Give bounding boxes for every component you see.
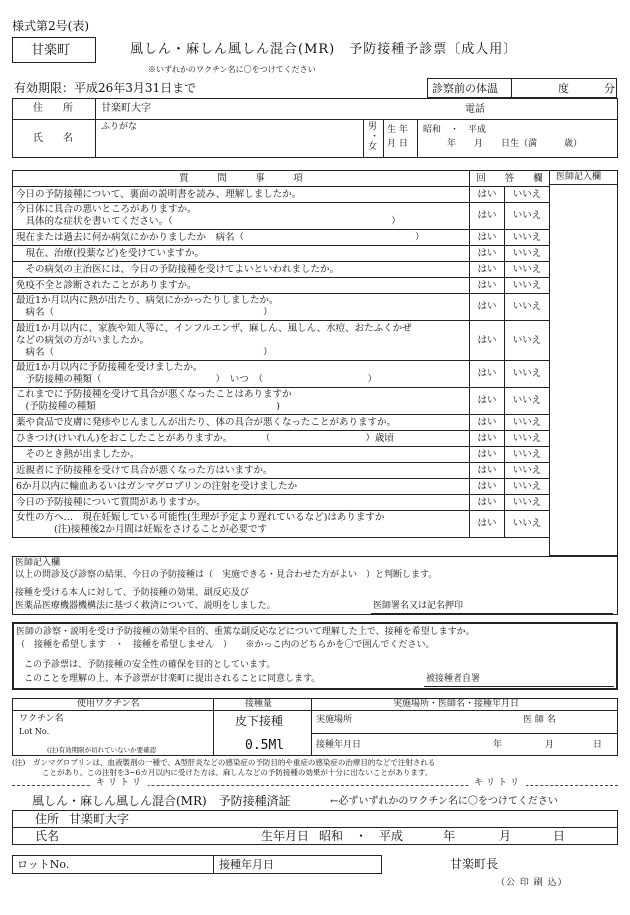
question-text [13,187,470,203]
question-row [13,246,550,262]
answer-yes[interactable]: はい [470,479,505,495]
year-label: 年 [493,740,503,750]
date-label: 接種年月日 [316,740,362,750]
answer-yes[interactable]: はい [470,187,505,203]
cut-label-right: キリトリ [470,779,526,788]
question-text [13,230,470,246]
divider [417,119,418,157]
vaccine-name-header: 使用ワクチン名 [77,699,140,709]
question-line: 予防接種の種類（ ） いつ （ ） [16,374,378,385]
temperature-box [427,78,617,98]
question-line: ひきつけ(けいれん)をおこしたことがありますか。 （ ）歳頃 [16,432,394,444]
answer-yes[interactable]: はい [470,262,505,278]
answer-no[interactable]: いいえ [505,187,550,203]
certificate-address: 甘楽町大字 [69,812,130,826]
answer-no[interactable]: いいえ [505,447,550,463]
question-line: そのとき熱が出ましたか。 [16,448,140,460]
certificate-era: 昭和 ・ 平成 [319,829,404,843]
degree-unit: 度 [558,82,569,95]
question-line: 今日体に具合の悪いところがありますか。 [16,204,197,215]
answer-yes[interactable]: はい [470,415,505,431]
answer-no[interactable]: いいえ [505,479,550,495]
question-line: 6か月以内に輸血あるいはガンマグロブリンの注射を受けましたか [16,480,298,492]
answer-no[interactable]: いいえ [505,511,550,538]
certificate-address-label: 住所 [35,812,60,826]
question-row [13,278,550,294]
divider [95,99,96,157]
footnote-line-1: (注) ガンマグロブリンは、血液製剤の一種で、A型肝炎などの感染症の予防目的や重症の感染症の治療目的などで注射される [12,758,436,767]
question-line: (注)接種後2か月間は妊娠をさけることが必要です [16,524,267,535]
doctor-section [12,556,618,615]
divider [13,827,617,828]
form-number: 様式第2号(表) [12,19,89,33]
consent-choice: （ 接種を希望します ・ 接種を希望しません ） ※かっこ内のどちらかを〇で囲んでください。 [16,640,435,650]
answer-no[interactable]: いいえ [505,262,550,278]
certificate-title: 風しん・麻しん風しん混合(MR) 予防接種済証 [32,794,291,808]
question-row [13,431,550,447]
answer-yes[interactable]: はい [470,278,505,294]
question-row [13,495,550,511]
question-row [13,294,550,321]
certificate-month: 月 [499,829,512,843]
minute-unit: 分 [604,82,615,95]
sex-female: 女 [368,142,378,152]
phone-label: 電話 [465,104,485,115]
address-value: 甘楽町大字 [101,103,151,114]
answer-header: 回 答 欄 [470,171,550,187]
divider [213,856,214,873]
dose-header: 接種量 [245,699,273,709]
question-text [13,511,470,538]
question-row [13,415,550,431]
answer-no[interactable]: いいえ [505,278,550,294]
doctor-column-header: 医師記入欄 [556,172,602,182]
footer-lot-label: ロットNo. [17,858,70,871]
question-line: 今日の予防接種について質問がありますか。 [16,496,206,508]
question-row [13,203,550,230]
answer-no[interactable]: いいえ [505,294,550,321]
question-row [13,187,550,203]
answer-no[interactable]: いいえ [505,431,550,447]
question-text [13,388,470,415]
answer-yes[interactable]: はい [470,431,505,447]
question-row [13,447,550,463]
answer-yes[interactable]: はい [470,495,505,511]
vaccine-table [12,698,618,756]
month-label: 月 [545,740,555,750]
question-line: 最近1か月以内に熱が出たり、病気にかかったりしましたか。 [16,295,279,306]
doctor-name-label: 医 師 名 [523,715,556,725]
answer-yes[interactable]: はい [470,246,505,262]
answer-no[interactable]: いいえ [505,415,550,431]
answer-no[interactable]: いいえ [505,321,550,361]
answer-yes[interactable]: はい [470,321,505,361]
question-text [13,479,470,495]
answer-yes[interactable]: はい [470,361,505,388]
answer-yes[interactable]: はい [470,388,505,415]
doctor-explanation-1: 接種を受ける本人に対して、予防接種の効果、副反応及び [15,588,249,598]
question-text [13,203,470,230]
footer-date-label: 接種年月日 [219,858,274,871]
certificate-dob-label: 生年月日 [261,829,310,843]
answer-no[interactable]: いいえ [505,463,550,479]
sex-dot: ・ [370,132,380,142]
certificate-name-label: 氏名 [35,829,60,843]
divider [311,733,617,734]
question-text [13,463,470,479]
consent-question: 医師の診察・説明を受け予防接種の効果や目的、重篤な副反応などについて理解した上で、接種を希望しますか。 [16,627,475,637]
answer-no[interactable]: いいえ [505,246,550,262]
divider [311,699,312,755]
route-label: 皮下接種 [235,714,284,728]
answer-yes[interactable]: はい [470,463,505,479]
question-row [13,230,550,246]
doctor-judgement: 以上の問診及び診察の結果、今日の予防接種は（ 実施できる・見合わせた方がよい ）と判断します。 [15,570,438,580]
certificate-note: ←必ずいずれかのワクチン名に〇をつけてください [330,796,558,807]
validity: 有効期限：平成26年3月31日まで [14,81,197,95]
question-row [13,511,550,538]
mayor-label: 甘楽町長 [450,857,499,871]
lot-date-box [12,855,382,874]
answer-no[interactable]: いいえ [505,230,550,246]
question-line: 免疫不全と診断されたことがありますか。 [16,279,197,291]
consent-agreement: このことを理解の上、本予診票が甘楽町に提出されることに同意します。 [24,674,321,684]
question-text [13,431,470,447]
divider [550,184,617,185]
expiry-note: (注)有効期限が切れていないか要確認 [47,746,157,754]
question-row [13,463,550,479]
question-line: 最近1か月以内に予防接種を受けましたか。 [16,362,203,373]
consent-signature-label: 被接種者自署 [426,674,481,684]
address-label: 住 所 [33,103,73,114]
divider [383,119,384,157]
question-row [13,262,550,278]
dob-era: 昭和 ・ 平成 [423,125,487,135]
question-line: 病名（ ） [16,346,273,358]
official-seal-note: （公 印 刷 込） [496,878,568,888]
question-line: 薬や食品で皮膚に発疹やじんましんが出たり、体の具合が悪くなったことがありますか。 [16,416,397,428]
answer-yes[interactable]: はい [470,294,505,321]
answer-no[interactable]: いいえ [505,361,550,388]
question-row [13,361,550,388]
dob-label-1: 生 年 [387,125,408,135]
sex-male: 男 [368,122,378,132]
answer-no[interactable]: いいえ [505,388,550,415]
question-line: 近親者に予防接種を受けて具合が悪くなった方はいますか。 [16,464,273,476]
divider [213,699,214,755]
answer-yes[interactable]: はい [470,511,505,538]
divider [13,710,617,711]
answer-no[interactable]: いいえ [505,203,550,230]
town-label: 甘楽町 [31,43,71,58]
question-row [13,321,550,361]
question-text [13,361,470,388]
divider [511,79,512,97]
signature-line [371,613,613,614]
question-text [13,415,470,431]
vaccine-note: ※いずれかのワクチン名に〇をつけてください [148,65,316,74]
vaccine-name-label: ワクチン名 [19,714,64,724]
place-label: 実施場所 [316,715,353,725]
question-line: (予防接種の種類 ) [16,401,280,412]
signature-line [424,686,614,687]
question-line: 女性の方へ… 現在妊娠している可能性(生理が予定より遅れているなど)はありますか [16,512,385,523]
town-box [12,37,96,63]
question-line: 現在または過去に何か病気にかかりましたか 病名（ ） [16,231,425,243]
question-row [13,388,550,415]
question-text [13,246,470,262]
question-line: などの病気の方がいましたか。 [16,334,150,346]
place-header: 実施場所・医師名・接種年月日 [393,699,520,709]
dob-label-2: 月 日 [387,139,408,149]
consent-purpose: この予診票は、予防接種の安全性の確保を目的としています。 [24,660,276,670]
certificate-year: 年 [443,829,456,843]
question-line: 現在、治療(投薬など)を受けていますか。 [16,247,204,259]
question-row [13,479,550,495]
person-info-box [12,98,618,158]
answer-no[interactable]: いいえ [505,495,550,511]
question-text [13,278,470,294]
question-text [13,495,470,511]
table-header [13,171,550,187]
doctor-signature-label: 医師署名又は記名押印 [373,601,464,611]
answer-yes[interactable]: はい [470,230,505,246]
doctor-column [549,170,618,556]
question-line: 今日の予防接種について、裏面の説明書を読み、理解しましたか。 [16,188,302,200]
page-title: 風しん・麻しん風しん混合(MR) 予防接種予診票〔成人用〕 [130,42,518,57]
question-header: 質 問 事 項 [13,171,470,187]
question-text [13,262,470,278]
question-text [13,447,470,463]
question-text [13,321,470,361]
doctor-explanation-2: 医薬品医療機器機構法に基づく救済について、説明をしました。 [15,601,276,611]
answer-yes[interactable]: はい [470,203,505,230]
question-line: 具体的な症状を書いてください。（ ） [16,216,401,227]
footnote-line-2: ことがあり、この注射を3~6カ月以内に受けた方は、麻しんなどの予防接種の効果が十分に出ないことがあります。 [42,768,433,777]
doctor-section-title: 医師記入欄 [15,558,61,568]
answer-yes[interactable]: はい [470,447,505,463]
certificate-box [12,810,618,845]
question-line: その病気の主治医には、今日の予防接種を受けてよいといわれましたか。 [16,263,340,275]
certificate-day: 日 [553,829,566,843]
question-line: これまでに予防接種を受けて具合が悪くなったことはありますか [16,389,292,400]
dob-ymd: 年 月 日生（満 歳） [447,139,583,149]
divider [13,119,617,120]
furigana-label: ふりがな [101,122,138,132]
consent-section [12,622,618,690]
lot-label: Lot No. [19,727,50,736]
day-label: 日 [593,740,603,750]
question-line: 病名（ ） [16,307,273,318]
question-text [13,294,470,321]
divider [363,119,364,157]
name-label: 氏 名 [33,133,73,144]
questionnaire-table [12,170,550,538]
temperature-label: 診察前の体温 [432,82,498,95]
cut-label-left: キリトリ [92,779,148,788]
question-line: 最近1か月以内に、家族や知人等に、インフルエンザ、麻しん、風しん、水痘、おたふくかぜ [16,322,412,334]
dose-value: 0.5Ml [245,738,285,753]
